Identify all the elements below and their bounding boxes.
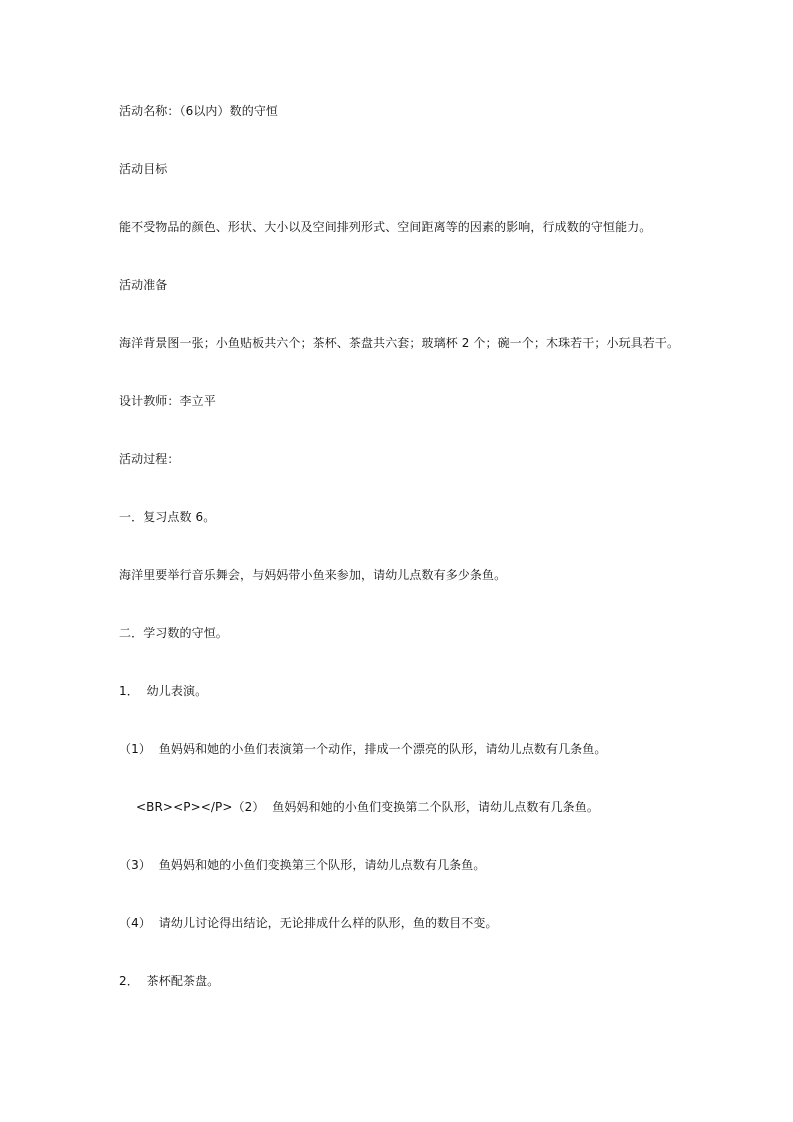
substep-1-2: <BR><P></P>（2） 鱼妈妈和她的小鱼们变换第二个队形，请幼儿点数有几条鱼。 — [136, 800, 599, 814]
heading-goals: 活动目标 — [119, 162, 168, 176]
step-one: 一．复习点数 6。 — [119, 510, 216, 524]
substep-1: 1． 幼儿表演。 — [119, 684, 208, 698]
designer-line: 设计教师：李立平 — [119, 394, 216, 408]
preparation-text: 海洋背景图一张；小鱼贴板共六个；茶杯、茶盘共六套；玻璃杯 2 个；碗一个；木珠若干；小玩具若干。 — [119, 336, 680, 350]
step-two: 二．学习数的守恒。 — [119, 626, 228, 640]
heading-preparation: 活动准备 — [119, 278, 168, 292]
substep-2: 2． 茶杯配茶盘。 — [119, 974, 220, 988]
step-one-text: 海洋里要举行音乐舞会，与妈妈带小鱼来参加，请幼儿点数有多少条鱼。 — [119, 568, 507, 582]
heading-process: 活动过程： — [119, 452, 180, 466]
substep-1-4: （4） 请幼儿讨论得出结论，无论排成什么样的队形，鱼的数目不变。 — [119, 916, 498, 930]
substep-1-3: （3） 鱼妈妈和她的小鱼们变换第三个队形，请幼儿点数有几条鱼。 — [119, 858, 486, 872]
activity-name: 活动名称：（6以内）数的守恒 — [119, 104, 279, 118]
substep-1-1: （1） 鱼妈妈和她的小鱼们表演第一个动作，排成一个漂亮的队形，请幼儿点数有几条鱼。 — [119, 742, 607, 756]
goals-text: 能不受物品的颜色、形状、大小以及空间排列形式、空间距离等的因素的影响，行成数的守恒能力。 — [119, 220, 652, 234]
